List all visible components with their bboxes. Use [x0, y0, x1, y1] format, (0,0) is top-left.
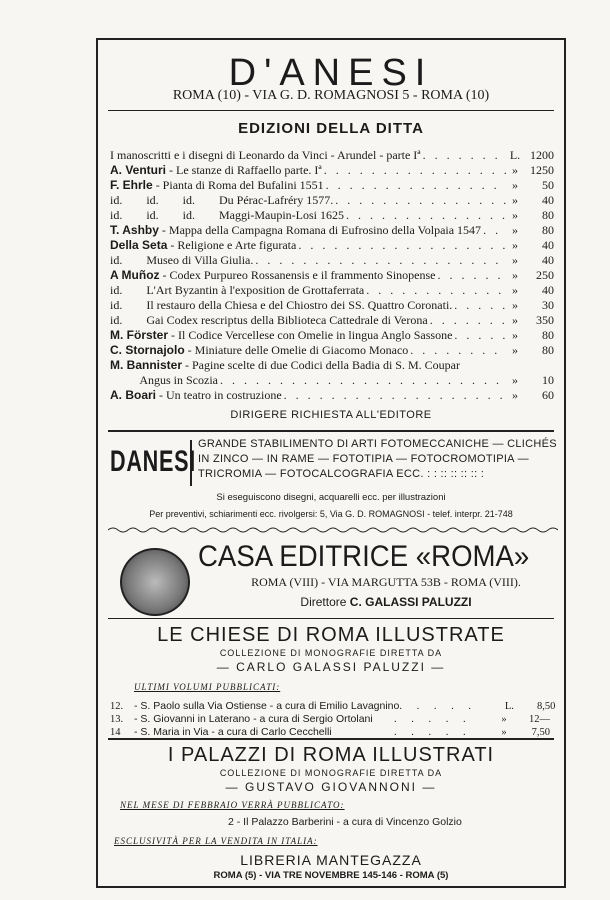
- book-entry: [110, 193, 554, 208]
- book-text: Angus in Scozia: [110, 373, 218, 387]
- leader-dots: [255, 253, 506, 268]
- book-author: F. Ehrle: [110, 178, 153, 192]
- palazzi-title: I PALAZZI DI ROMA ILLUSTRATI: [167, 744, 495, 766]
- book-title: [110, 238, 296, 253]
- volume-title: - S. Maria in Via - a cura di Carlo Cecchelli: [134, 726, 332, 738]
- currency: »: [512, 253, 518, 267]
- book-text: id. id. id. Maggi-Maupin-Losi 1625: [110, 208, 344, 222]
- book-text: - Miniature delle Omelie di Giacomo Monaco: [184, 343, 409, 357]
- book-text: - Un teatro in costruzione: [156, 388, 282, 402]
- book-text: - Religione e Arte figurata: [167, 238, 297, 252]
- divider: [108, 110, 554, 111]
- book-text: id. Gai Codex rescriptus della Biblioteca Cattedrale di Verona: [110, 313, 428, 327]
- danesi-logo: DANESI: [110, 445, 196, 478]
- book-title: [110, 178, 324, 193]
- book-price: 1250: [530, 163, 554, 177]
- edizioni-title: EDIZIONI DELLA DITTA: [238, 120, 424, 137]
- leader-dots: [430, 313, 506, 328]
- leader-dots: [335, 193, 506, 208]
- currency: »: [512, 238, 518, 252]
- currency: »: [512, 343, 518, 357]
- book-price: 250: [536, 268, 554, 282]
- leader-dots: [410, 343, 506, 358]
- leader-dots: [324, 163, 506, 178]
- leader-dots: . . . . .: [394, 727, 472, 738]
- book-title: [110, 373, 218, 388]
- book-author: Della Seta: [110, 238, 168, 252]
- book-entry: [110, 313, 554, 328]
- advertisement-page: [96, 38, 566, 888]
- book-text: I manoscritti e i disegni di Leonardo da Vinci - Arundel - parte Iª: [110, 148, 421, 162]
- book-price: 1200: [530, 148, 554, 162]
- book-title: [110, 343, 408, 358]
- book-title: [110, 268, 436, 283]
- book-entry: [110, 283, 554, 298]
- book-price: 80: [542, 343, 554, 357]
- palazzi-director: — GUSTAVO GIOVANNONI —: [225, 780, 437, 794]
- book-entry: [110, 238, 554, 253]
- libreria-title: LIBRERIA MANTEGAZZA: [240, 852, 422, 868]
- stabilimento-line: IN ZINCO — IN RAME — FOTOTIPIA — FOTOCROMOTIPIA —: [198, 453, 529, 465]
- divider: [108, 738, 554, 740]
- book-price: 350: [536, 313, 554, 327]
- book-entry: [110, 208, 554, 223]
- book-text: - Pianta di Roma del Bufalini 1551: [152, 178, 324, 192]
- danesi-title: D'ANESI: [228, 52, 434, 94]
- leader-dots: . . . . .: [394, 714, 472, 725]
- currency: »: [512, 283, 518, 297]
- leader-dots: [298, 238, 506, 253]
- book-author: M. Bannister: [110, 358, 183, 372]
- book-entry: [110, 163, 554, 178]
- book-title: [110, 208, 344, 223]
- currency: »: [501, 727, 507, 738]
- danesi-address: ROMA (10) - VIA G. D. ROMAGNOSI 5 - ROMA (10): [172, 88, 490, 103]
- director-label: Direttore: [300, 595, 347, 609]
- book-title: [110, 388, 282, 403]
- nel-mese-label: NEL MESE DI FEBBRAIO VERRÀ PUBBLICATO:: [120, 800, 345, 810]
- leader-dots: . . . . .: [399, 701, 477, 712]
- book-entry: [110, 178, 554, 193]
- preventivi-note: Per preventivi, schiarimenti ecc. rivolgersi: 5, Via G. D. ROMAGNOSI - telef. interpr. 21-748: [149, 509, 513, 519]
- book-text: id. id. id. Du Pérac-Lafréry 1577.: [110, 193, 334, 207]
- currency: »: [512, 313, 518, 327]
- chiese-director: — CARLO GALASSI PALUZZI —: [216, 660, 446, 674]
- book-price: 40: [542, 238, 554, 252]
- dirigere-note: DIRIGERE RICHIESTA ALL'EDITORE: [230, 409, 432, 421]
- palazzo-volume: 2 - Il Palazzo Barberini - a cura di Vincenzo Golzio: [228, 816, 462, 828]
- book-text: - Il Codice Vercellese con Omelie in lingua Anglo Sassone: [168, 328, 453, 342]
- leader-dots: [423, 148, 506, 163]
- currency: »: [512, 328, 518, 342]
- volume-number: 12.: [110, 701, 124, 712]
- book-entry: [110, 343, 554, 358]
- currency: »: [512, 373, 518, 387]
- book-author: T. Ashby: [110, 223, 159, 237]
- volume-title: - S. Giovanni in Laterano - a cura di Sergio Ortolani: [134, 713, 373, 725]
- book-entry: [110, 268, 554, 283]
- leader-dots: [454, 298, 506, 313]
- volume-entry: [110, 713, 550, 726]
- book-text: id. Il restauro della Chiesa e del Chiostro dei SS. Quattro Coronati.: [110, 298, 453, 312]
- book-entry: [110, 388, 554, 403]
- volume-number: 14: [110, 727, 121, 738]
- book-text: - Codex Purpureo Rossanensis e il frammento Sinopense: [159, 268, 436, 282]
- book-title: [110, 223, 481, 238]
- volume-price: 12—: [529, 714, 550, 725]
- volume-price: 8,50: [537, 701, 556, 712]
- stabilimento-line: GRANDE STABILIMENTO DI ARTI FOTOMECCANICHE — CLICHÉS: [198, 438, 557, 450]
- leader-dots: [483, 223, 506, 238]
- book-entry: [110, 253, 554, 268]
- currency: L.: [509, 148, 521, 162]
- leader-dots: [454, 328, 506, 343]
- book-price: 10: [542, 373, 554, 387]
- book-price: 80: [542, 223, 554, 237]
- chiese-title: LE CHIESE DI ROMA ILLUSTRATE: [157, 624, 505, 646]
- book-entry: [110, 373, 554, 388]
- book-entry: [110, 298, 554, 313]
- chiese-subtitle: COLLEZIONE DI MONOGRAFIE DIRETTA DA: [219, 648, 443, 658]
- casa-director: [98, 595, 564, 609]
- book-title: [110, 163, 322, 178]
- currency: [508, 358, 522, 373]
- book-entry: [110, 223, 554, 238]
- divider: [108, 618, 554, 619]
- currency: »: [512, 298, 518, 312]
- book-author: M. Förster: [110, 328, 169, 342]
- ultimi-label: ULTIMI VOLUMI PUBBLICATI:: [134, 682, 281, 692]
- book-price: 60: [542, 388, 554, 402]
- book-price: 40: [542, 283, 554, 297]
- esclusivita-label: ESCLUSIVITÀ PER LA VENDITA IN ITALIA:: [114, 836, 318, 846]
- volume-price: 7,50: [531, 727, 550, 738]
- book-title: [110, 298, 452, 313]
- leader-dots: [438, 268, 506, 283]
- leader-dots: [284, 388, 506, 403]
- book-text: id. L'Art Byzantin à l'exposition de Grottaferrata: [110, 283, 365, 297]
- book-price: 40: [542, 193, 554, 207]
- libreria-address: ROMA (5) - VIA TRE NOVEMBRE 145-146 - ROMA (5): [213, 870, 449, 881]
- currency: »: [512, 388, 518, 402]
- leader-dots: [326, 178, 506, 193]
- book-title: [110, 253, 253, 268]
- book-entry: [110, 148, 554, 163]
- book-entry: [110, 328, 554, 343]
- currency: »: [512, 178, 518, 192]
- book-author: A. Boari: [110, 388, 157, 402]
- currency: »: [512, 208, 518, 222]
- book-title: [110, 193, 333, 208]
- book-text: - Le stanze di Raffaello parte. Iª: [166, 163, 322, 177]
- volume-entry: [110, 700, 556, 713]
- director-name: C. GALASSI PALUZZI: [349, 595, 472, 609]
- book-text: id. Museo di Villa Giulia.: [110, 253, 254, 267]
- book-author: A. Venturi: [110, 163, 167, 177]
- palazzi-subtitle: COLLEZIONE DI MONOGRAFIE DIRETTA DA: [219, 768, 443, 778]
- currency: L.: [504, 701, 514, 712]
- casa-editrice-title: CASA EDITRICE «ROMA»: [198, 540, 530, 573]
- currency: »: [512, 223, 518, 237]
- book-author: C. Stornajolo: [110, 343, 185, 357]
- currency: »: [512, 163, 518, 177]
- leader-dots: [366, 283, 506, 298]
- currency: »: [512, 268, 518, 282]
- casa-address: ROMA (VIII) - VIA MARGUTTA 53B - ROMA (VIII).: [251, 575, 521, 589]
- book-text: - Pagine scelte di due Codici della Badia di S. M. Coupar: [182, 358, 460, 372]
- divider: [108, 430, 554, 432]
- wavy-divider: [108, 526, 558, 534]
- book-price: 40: [542, 253, 554, 267]
- book-title: [110, 328, 452, 343]
- disegni-note: Si eseguiscono disegni, acquarelli ecc. per illustrazioni: [216, 492, 446, 503]
- book-price: 50: [542, 178, 554, 192]
- book-price: 80: [542, 208, 554, 222]
- book-price: 80: [542, 328, 554, 342]
- leader-dots: [346, 208, 506, 223]
- currency: »: [501, 714, 507, 725]
- book-title: [110, 358, 460, 373]
- book-text: - Mappa della Campagna Romana di Eufrosino della Volpaia 1547: [158, 223, 482, 237]
- book-price: [522, 358, 554, 373]
- book-entry: [110, 358, 554, 373]
- leader-dots: [220, 373, 506, 388]
- volume-number: 13.: [110, 714, 124, 725]
- book-author: A Muñoz: [110, 268, 160, 282]
- stabilimento-line: TRICROMIA — FOTOCALCOGRAFIA ECC. : : :: :: :: :: :: [198, 468, 485, 480]
- book-title: [110, 148, 421, 163]
- book-price: 30: [542, 298, 554, 312]
- book-title: [110, 313, 428, 328]
- book-title: [110, 283, 364, 298]
- currency: »: [512, 193, 518, 207]
- volume-title: - S. Paolo sulla Via Ostiense - a cura di Emilio Lavagnino: [134, 700, 400, 712]
